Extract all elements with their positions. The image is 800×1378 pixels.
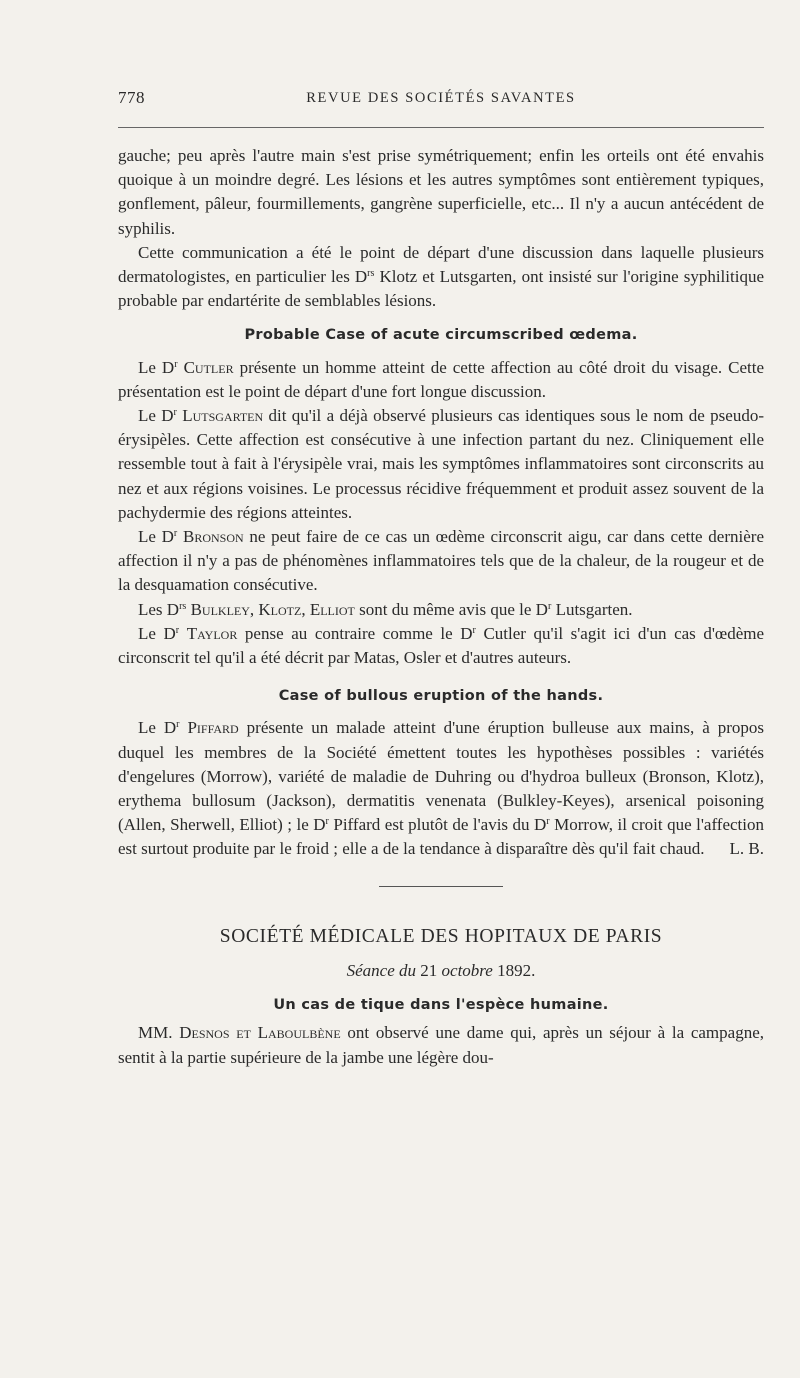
paragraph: Le $D^r$ Cutler présente un homme atteint de cette affection au côté droit du visage. Cette présentation est le point de départ d'une fort longue discussion.: [118, 357, 765, 401]
header-rule: [118, 127, 764, 128]
society-title: SOCIÉTÉ MÉDICALE DES HOPITAUX DE PARIS: [219, 925, 663, 947]
section-title: Un cas de tique dans l'espèce humaine.: [273, 997, 609, 1014]
section-title: Probable Case of acute circumscribed œdema.: [244, 327, 638, 344]
paragraph: Le $D^r$ Lutsgarten dit qu'il a déjà observé plusieurs cas identiques sous le nom de pseudo-érysipèles. Cette affection est consécutive à une infection partant du nez. Cliniquement elle ressemble tout à fait à l'érysipèle vrai, mais les symptômes inflammatoires sont circonscrits au nez et aux régions voisines. Le processus récidive fréquemment et produit assez souvent de la pachydermie des régions atteintes.: [118, 406, 764, 522]
paragraph: Les $D^{rs}$ Bulkley, Klotz, Elliot sont du même avis que le $D^r$ Lutsgarten.: [138, 599, 633, 619]
page-number: 778: [118, 88, 145, 107]
author-name: Cutler: [183, 357, 234, 377]
paragraph: gauche; peu après l'autre main s'est prise symétriquement; enfin les orteils ont été envahis quoique à un moindre degré. Les lésions et les autres symptômes sont entièrement typiques, gonflement, pâleur, fourmillements, gangrène superficielle, etc... Il n'y a aucun antécédent de syphilis.: [118, 146, 764, 238]
paragraph: Le $D^r$ Bronson ne peut faire de ce cas un œdème circonscrit aigu, car dans cette dernière affection il n'y a pas de phénomènes inflammatoires tels que de la chaleur, de la rougeur et de la desquamation consécutive.: [118, 527, 764, 595]
author-name: Lutsgarten: [182, 406, 264, 426]
paragraph: Le $D^r$ Piffard présente un malade atteint d'une éruption bulleuse aux mains, à propos duquel les membres de la Société émettent toutes les hypothèses possibles : variétés d'engelures (Morrow), variété de maladie de Duhring ou d'hydroa bulleux (Bronson, Klotz), erythema bullosum (Jackson), dermatitis venenata (Bulkley-Keyes), arsenical poisoning (Allen, Sherwell, Elliot) ; le $D^r$ Piffard est plutôt de l'avis du $D^r$ Morrow, il croit que l'affection est surtout produite par le froid ; elle a de la tendance à disparaître dès qu'il fait chaud. L. B.: [118, 716, 764, 861]
session-date: Séance du 21 octobre 1892.: [346, 960, 536, 980]
page-header: [118, 88, 764, 112]
article-body: [118, 144, 764, 1070]
author-name: Bulkley, Klotz, Elliot: [190, 599, 355, 619]
paragraph: Cette communication a été le point de départ d'une discussion dans laquelle plusieurs dermatologistes, en particulier les $D^{rs}$ Klotz et Lutsgarten, ont insisté sur l'origine syphilitique probable par endartérite de semblables lésions.: [118, 242, 764, 311]
running-title: REVUE DES SOCIÉTÉS SAVANTES: [306, 90, 576, 106]
paragraph: MM. Desnos et Laboulbène ont observé une dame qui, après un séjour à la campagne, sentit à la partie supérieure de la jambe une légère dou-: [118, 1023, 764, 1067]
paragraph: Le $D^r$ Taylor pense au contraire comme le $D^r$ Cutler qu'il s'agit ici d'un cas d'œdème circonscrit tel qu'il a été décrit par Matas, Osler et d'autres auteurs.: [118, 623, 765, 668]
signature: L. B.: [729, 839, 764, 859]
section-divider: [379, 886, 503, 887]
section-title: Case of bullous eruption of the hands.: [278, 688, 604, 705]
author-name: Taylor: [186, 623, 238, 643]
author-name: Piffard: [187, 718, 239, 738]
author-name: Bronson: [182, 527, 244, 547]
author-name: Desnos et Laboulbène: [179, 1023, 341, 1043]
